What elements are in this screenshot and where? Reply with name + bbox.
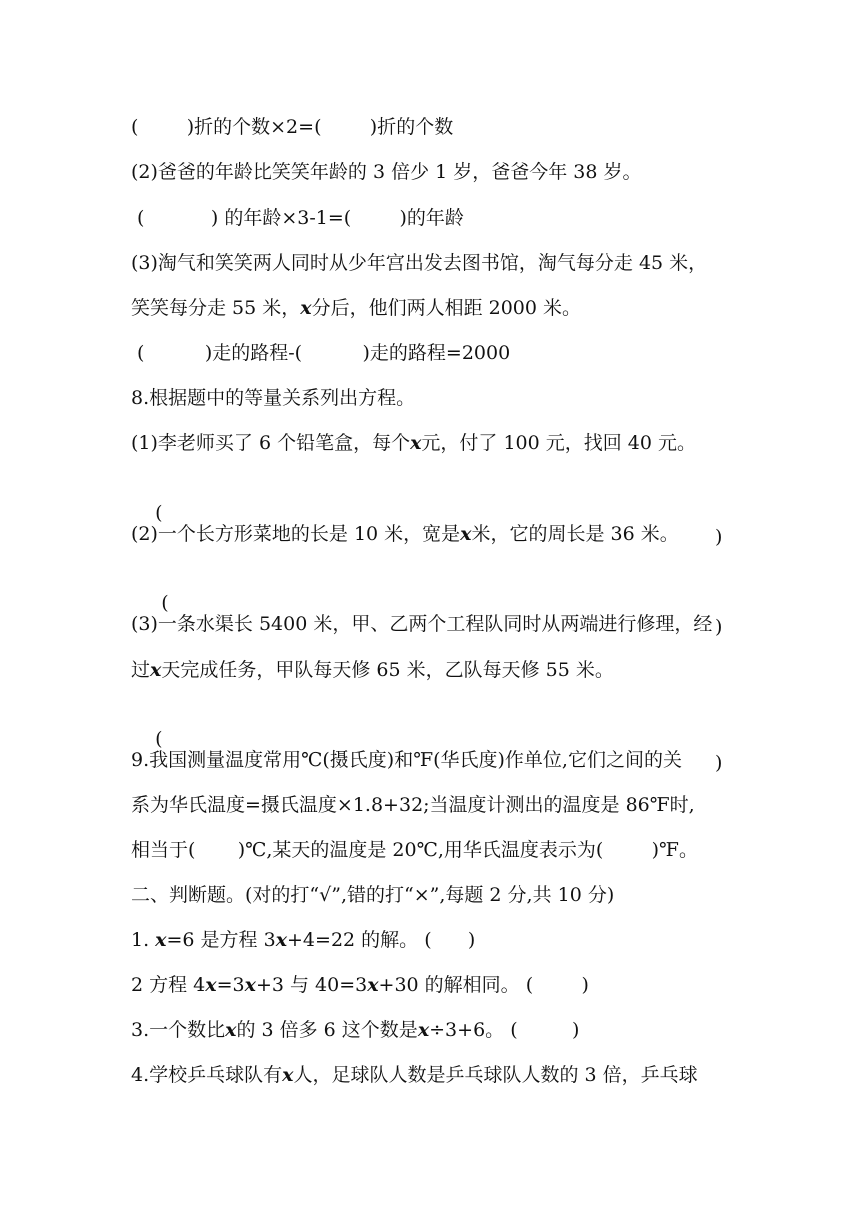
fill-line-folds: ( )折的个数×2=( )折的个数 bbox=[131, 116, 454, 138]
question-7-3-line1: (3)淘气和笑笑两人同时从少年宫出发去图书馆，淘气每分走 45 米， bbox=[131, 252, 708, 274]
answer-blank-right-paren: ) bbox=[715, 752, 723, 774]
question-7-3-line2: 笑笑每分走 55 米，x分后，他们两人相距 2000 米。 bbox=[131, 297, 582, 319]
judge-1: 1. x=6 是方程 3x+4=22 的解。 ( ) bbox=[131, 929, 476, 951]
answer-blank-left-paren: ( bbox=[155, 502, 163, 524]
judge-2: 2 方程 4x=3x+3 与 40=3x+30 的解相同。 ( ) bbox=[131, 974, 589, 996]
question-8-heading: 8.根据题中的等量关系列出方程。 bbox=[131, 387, 416, 409]
answer-blank-left-paren: ( bbox=[155, 592, 169, 614]
question-9-line3: 相当于( )℃,某天的温度是 20℃,用华氏温度表示为( )℉。 bbox=[131, 839, 698, 861]
question-8-2: (2)一个长方形菜地的长是 10 米，宽是x米，它的周长是 36 米。 bbox=[131, 523, 679, 545]
fill-line-distance: ( )走的路程-( )走的路程=2000 bbox=[131, 342, 511, 364]
fill-line-age: ( ) 的年龄×3-1=( )的年龄 bbox=[131, 207, 464, 229]
question-9-line1: 9.我国测量温度常用℃(摄氏度)和℉(华氏度)作单位,它们之间的关 bbox=[131, 749, 682, 771]
question-9-line2: 系为华氏温度=摄氏温度×1.8+32;当温度计测出的温度是 86℉时, bbox=[131, 794, 695, 816]
judge-4: 4.学校乒乓球队有x人，足球队人数是乒乓球队人数的 3 倍，乒乓球 bbox=[131, 1064, 698, 1086]
answer-blank-left-paren: ( bbox=[155, 728, 163, 750]
question-8-1: (1)李老师买了 6 个铅笔盒，每个x元，付了 100 元，找回 40 元。 bbox=[131, 432, 697, 454]
question-7-2: (2)爸爸的年龄比笑笑年龄的 3 倍少 1 岁，爸爸今年 38 岁。 bbox=[131, 161, 642, 183]
question-8-3-line1: (3)一条水渠长 5400 米，甲、乙两个工程队同时从两端进行修理，经 bbox=[131, 613, 713, 635]
judge-3: 3.一个数比x的 3 倍多 6 这个数是x÷3+6。 ( ) bbox=[131, 1019, 580, 1041]
answer-blank-right-paren: ) bbox=[715, 526, 723, 548]
question-8-3-line2: 过x天完成任务，甲队每天修 65 米，乙队每天修 55 米。 bbox=[131, 659, 614, 681]
answer-blank-right-paren: ) bbox=[715, 616, 723, 638]
section-2-heading: 二、判断题。(对的打“√”,错的打“×”,每题 2 分,共 10 分) bbox=[131, 884, 615, 906]
